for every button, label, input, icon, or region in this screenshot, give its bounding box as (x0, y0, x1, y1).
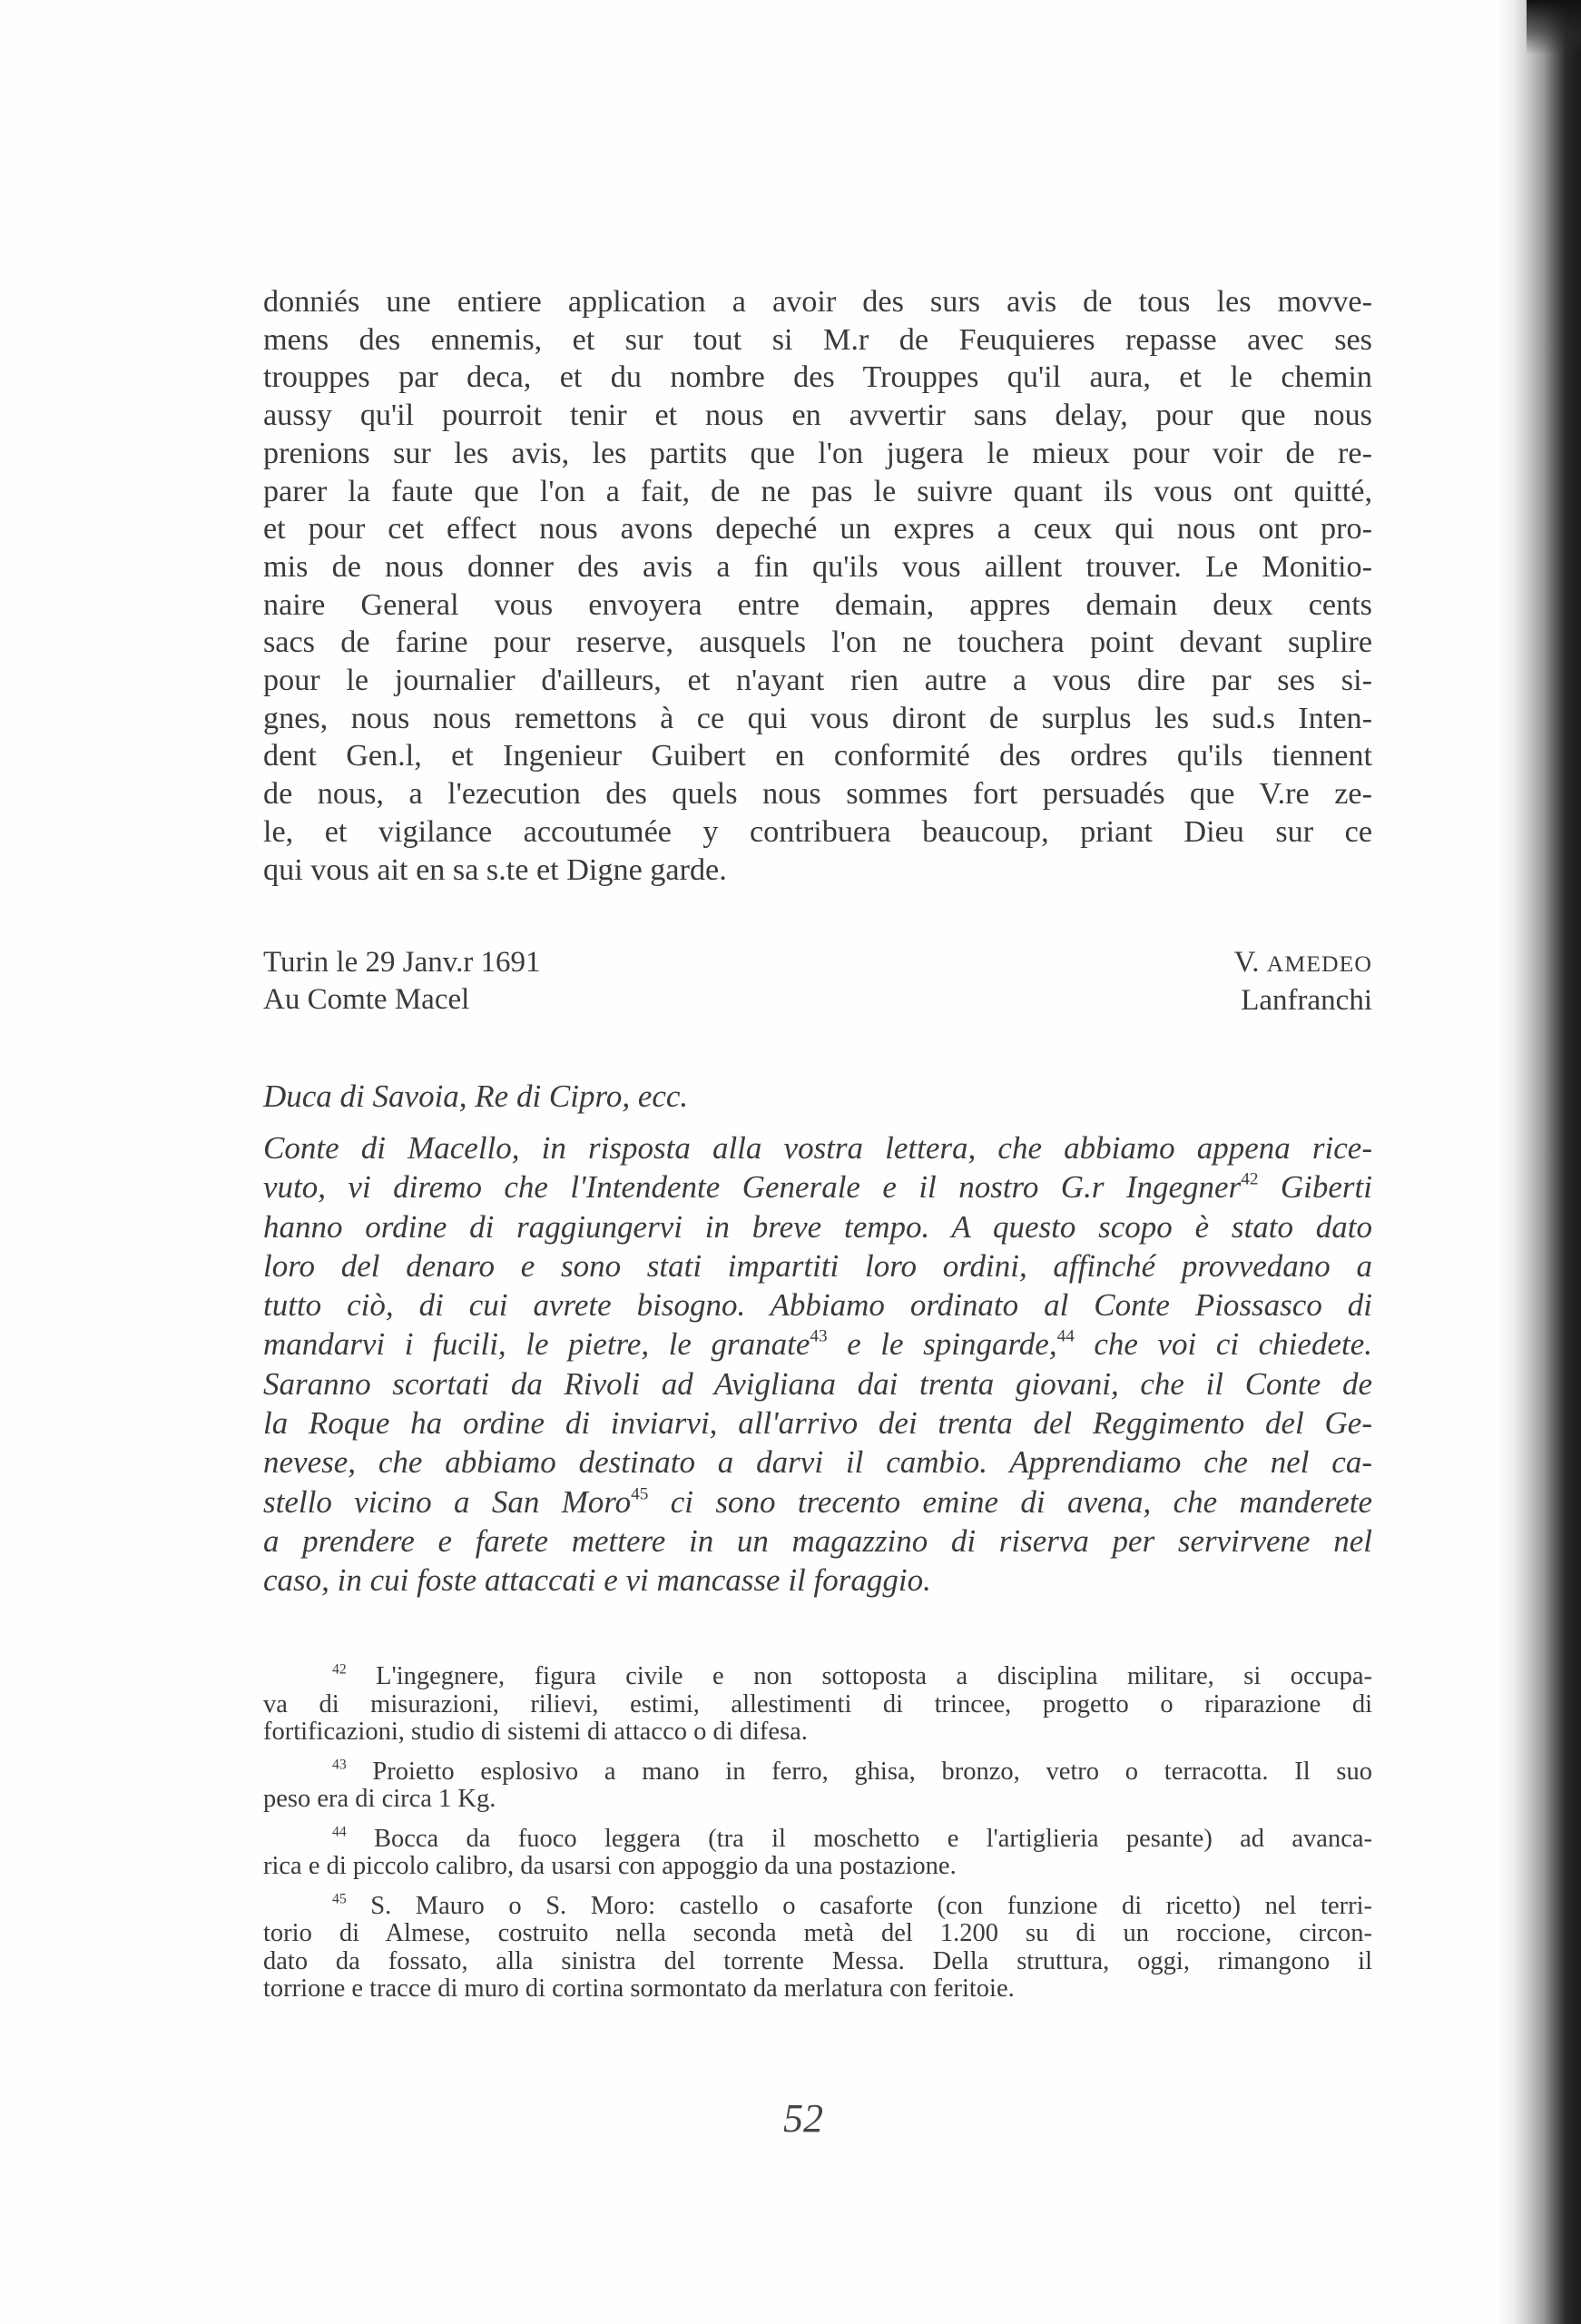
footnote-number: 43 (332, 1756, 347, 1772)
text-line (263, 1324, 1372, 1364)
signer (1234, 944, 1372, 982)
footnote-line: torio di Almese, costruito nella seconda metà del 1.200 su di un roccione, circon- (263, 1919, 1372, 1947)
footnote-line: dato da fossato, alla sinistra del torrente Messa. Della struttura, oggi, rimangono il (263, 1946, 1372, 1975)
text-run: ci sono trecento emine di avena, che manderete (648, 1483, 1372, 1520)
text-line (263, 1128, 1372, 1167)
text-line: pour le journalier d'ailleurs, et n'ayant rien autre a vous dire par ses si- (263, 664, 1372, 698)
footnote-42 (263, 1663, 1372, 1747)
text-run: Bocca da fuoco leggera (tra il moschetto e l'artiglieria pesante) ad avanca- (346, 1824, 1372, 1853)
book-spine-corner (1527, 0, 1581, 54)
italian-translation (263, 1078, 1372, 1600)
text-run: loro del denaro e sono stati impartiti loro ordini, affinché provvedano a (263, 1247, 1372, 1284)
text-run: Giberti (1258, 1169, 1372, 1206)
text-run: Conte di Macello, in risposta alla vostra lettera, che abbiamo appena rice- (263, 1130, 1372, 1166)
footnote-line: torrione e tracce di muro di cortina sormontato da merlatura con feritoie. (263, 1974, 1015, 2003)
text-run: stello vicino a San Moro (263, 1483, 632, 1520)
footnote-line: va di misurazioni, rilievi, estimi, allestimenti di trincee, progetto o riparazione di (263, 1689, 1372, 1718)
french-letter-text (263, 283, 1372, 889)
translation-heading: Duca di Savoia, Re di Cipro, ecc. (263, 1078, 689, 1114)
footnote-44 (263, 1823, 1372, 1881)
book-spine-shadow (1498, 0, 1581, 2324)
letter-dateline (263, 944, 541, 1019)
text-run: hanno ordine di raggiungervi in breve tempo. A questo scopo è stato dato (263, 1208, 1372, 1245)
letter-signature-block (263, 944, 1372, 1026)
text-line (263, 1403, 1372, 1443)
text-run: L'ingegnere, figura civile e non sottoposta a disciplina militare, si occupa- (346, 1662, 1372, 1690)
text-run: Saranno scortati da Rivoli ad Avigliana dai trenta giovani, che il Conte de (263, 1365, 1372, 1402)
footnote-ref[interactable]: 44 (1056, 1327, 1075, 1347)
letter-signers (1234, 944, 1372, 1019)
text-run: e le spingarde, (827, 1326, 1057, 1363)
footnotes (263, 1663, 1372, 2015)
text-line: dent Gen.l, et Ingenieur Guibert en conformité des ordres qu'ils tiennent (263, 739, 1372, 773)
text-line (263, 1521, 1372, 1561)
footnote-line: peso era di circa 1 Kg. (263, 1785, 496, 1813)
text-line: sacs de farine pour reserve, ausquels l'on ne touchera point devant suplire (263, 625, 1372, 660)
countersigner: Lanfranchi (1241, 984, 1372, 1017)
text-line: le, et vigilance accoutumée y contribuera beaucoup, priant Dieu sur ce (263, 814, 1372, 849)
text-run: mandarvi i fucili, le pietre, le granate (263, 1326, 810, 1363)
footnote-line (263, 1823, 1372, 1854)
text-run: la Roque ha ordine di inviarvi, all'arrivo dei trenta del Reggimento del Ge- (263, 1405, 1372, 1442)
place-date: Turin le 29 Janv.r 1691 (263, 946, 541, 979)
text-run: nevese, che abbiamo destinato a darvi il cambio. Apprendiamo che nel ca- (263, 1444, 1372, 1481)
text-line: et pour cet effect nous avons depeché un expres a ceux qui nous ont pro- (263, 512, 1372, 547)
page-number: 52 (783, 2096, 823, 2141)
text-line: donniés une entiere application a avoir des surs avis de tous les movve- (263, 285, 1372, 319)
footnote-ref[interactable]: 45 (631, 1484, 649, 1504)
text-line (263, 1443, 1372, 1482)
text-line (263, 1285, 1372, 1324)
translation-paragraph (263, 1128, 1372, 1600)
footnote-line: fortificazioni, studio di sistemi di attacco o di difesa. (263, 1718, 808, 1746)
text-line: aussy qu'il pourroit tenir et nous en avvertir sans delay, pour que nous (263, 399, 1372, 433)
text-line (263, 1364, 1372, 1403)
footnote-ref[interactable]: 42 (1241, 1169, 1259, 1189)
footnote-number: 42 (332, 1661, 347, 1678)
text-line: trouppes par deca, et du nombre des Trouppes qu'il aura, et le chemin (263, 360, 1372, 395)
footnote-line (263, 1758, 1372, 1787)
french-letter-paragraph (263, 283, 1372, 889)
signer-initial: V. (1233, 946, 1267, 979)
text-run: S. Mauro o S. Moro: castello o casaforte (con funzione di ricetto) nel terri- (346, 1891, 1372, 1920)
signer-name: AMEDEO (1266, 950, 1372, 977)
footnote-ref[interactable]: 43 (810, 1327, 828, 1347)
footnote-number: 45 (332, 1890, 347, 1906)
text-line (263, 1207, 1372, 1246)
text-run: vuto, vi diremo che l'Intendente Generale e il nostro G.r Ingegner (263, 1169, 1242, 1206)
footnote-line: rica e di piccolo calibro, da usarsi con appoggio da una postazione. (263, 1852, 957, 1880)
text-line: mis de nous donner des avis a fin qu'ils vous aillent trouver. Le Monitio- (263, 549, 1372, 584)
text-line: gnes, nous nous remettons à ce qui vous diront de surplus les sud.s Inten- (263, 701, 1372, 735)
text-line (263, 1246, 1372, 1285)
text-run: caso, in cui foste attaccati e vi mancasse il foraggio. (263, 1562, 931, 1599)
text-line: naire General vous envoyera entre demain, appres demain deux cents (263, 587, 1372, 622)
footnote-number: 44 (332, 1823, 347, 1839)
text-line: parer la faute que l'on a fait, de ne pas le suivre quant ils vous ont quitté, (263, 474, 1372, 508)
footnote-45 (263, 1890, 1372, 2004)
text-line (263, 1482, 1372, 1521)
text-run: a prendere e farete mettere in un magazzino di riserva per servirvene nel (263, 1522, 1372, 1559)
footnote-line (263, 1663, 1372, 1691)
text-run: che voi ci chiedete. (1074, 1326, 1372, 1363)
footnote-43 (263, 1758, 1372, 1814)
text-line (263, 1167, 1372, 1206)
text-run: Proietto esplosivo a mano in ferro, ghisa, bronzo, vetro o terracotta. Il suo (346, 1757, 1372, 1786)
text-line: mens des ennemis, et sur tout si M.r de Feuquieres repasse avec ses (263, 322, 1372, 357)
text-line: prenions sur les avis, les partits que l'on jugera le mieux pour voir de re- (263, 436, 1372, 470)
text-line: de nous, a l'ezecution des quels nous sommes fort persuadés que V.re ze- (263, 777, 1372, 812)
footnote-line (263, 1890, 1372, 1921)
text-line: qui vous ait en sa s.te et Digne garde. (263, 852, 727, 887)
text-run: tutto ciò, di cui avrete bisogno. Abbiamo ordinato al Conte Piossasco di (263, 1287, 1372, 1324)
recipient: Au Comte Macel (263, 983, 470, 1016)
text-line (263, 1561, 1372, 1600)
